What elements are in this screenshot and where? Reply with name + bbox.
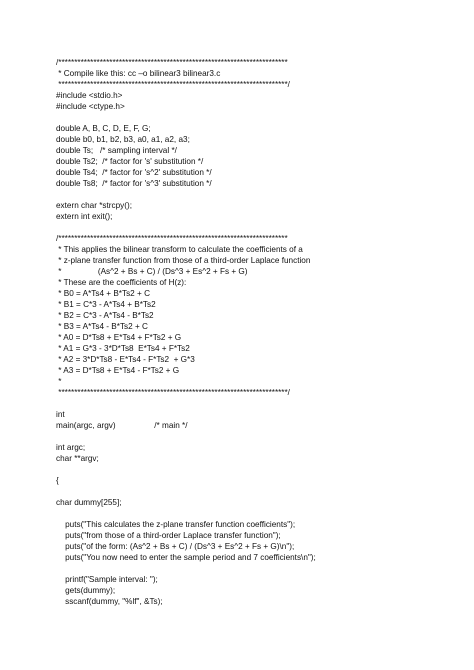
code-line: printf("Sample interval: ");	[56, 575, 158, 584]
code-line: /************************************************************************	[56, 58, 288, 67]
code-line	[56, 464, 466, 475]
code-line: /************************************************************************	[56, 234, 288, 243]
code-line	[56, 112, 466, 123]
code-line: * These are the coefficients of H(z):	[56, 278, 187, 287]
code-line: ************************************************************************/	[56, 80, 290, 89]
code-line	[56, 431, 466, 442]
code-line	[56, 508, 466, 519]
code-line: * A0 = D*Ts8 + E*Ts4 + F*Ts2 + G	[56, 333, 182, 342]
code-line: main(argc, argv) /* main */	[56, 421, 188, 430]
code-line: double A, B, C, D, E, F, G;	[56, 124, 151, 133]
code-line: * This applies the bilinear transform to calculate the coefficients of a	[56, 245, 303, 254]
code-line: * B3 = A*Ts4 - B*Ts2 + C	[56, 322, 148, 331]
code-line: * A1 = G*3 - 3*D*Ts8 E*Ts4 + F*Ts2	[56, 344, 190, 353]
code-line: double Ts2; /* factor for 's' substitution */	[56, 157, 204, 166]
code-line: * B1 = C*3 - A*Ts4 + B*Ts2	[56, 300, 156, 309]
code-line: double Ts8; /* factor for 's^3' substitution */	[56, 179, 212, 188]
code-line	[56, 189, 466, 200]
code-line: ************************************************************************/	[56, 388, 290, 397]
code-line: * B0 = A*Ts4 + B*Ts2 + C	[56, 289, 150, 298]
code-line: * A2 = 3*D*Ts8 - E*Ts4 - F*Ts2 + G*3	[56, 355, 195, 364]
code-line: * (As^2 + Bs + C) / (Ds^3 + Es^2 + Fs + G)	[56, 267, 248, 276]
code-line	[56, 222, 466, 233]
code-line: int	[56, 410, 65, 419]
code-line: extern int exit();	[56, 212, 113, 221]
code-line	[56, 563, 466, 574]
code-line: * B2 = C*3 - A*Ts4 - B*Ts2	[56, 311, 154, 320]
code-line: gets(dummy);	[56, 586, 116, 595]
source-code-listing	[56, 57, 466, 607]
code-line	[56, 486, 466, 497]
code-line: int argc;	[56, 443, 86, 452]
code-line: #include <stdio.h>	[56, 91, 123, 100]
code-line: double Ts4; /* factor for 's^2' substitution */	[56, 168, 212, 177]
code-line: #include <ctype.h>	[56, 102, 125, 111]
code-line: * A3 = D*Ts8 + E*Ts4 - F*Ts2 + G	[56, 366, 180, 375]
code-line: {	[56, 476, 59, 485]
code-line: * Compile like this: cc –o bilinear3 bilinear3.c	[56, 69, 221, 78]
code-line: *	[56, 377, 62, 386]
code-line: double b0, b1, b2, b3, a0, a1, a2, a3;	[56, 135, 190, 144]
code-line: sscanf(dummy, "%lf", &Ts);	[56, 597, 163, 606]
code-line: puts("from those of a third-order Laplace transfer function");	[56, 531, 281, 540]
code-line: puts("This calculates the z-plane transfer function coefficients");	[56, 520, 296, 529]
code-line: char **argv;	[56, 454, 99, 463]
code-line: double Ts; /* sampling interval */	[56, 146, 177, 155]
code-line: * z-plane transfer function from those of a third-order Laplace function	[56, 256, 311, 265]
code-line: puts("You now need to enter the sample period and 7 coefficients\n");	[56, 553, 316, 562]
code-line: extern char *strcpy();	[56, 201, 132, 210]
code-line: puts("of the form: (As^2 + Bs + C) / (Ds^3 + Es^2 + Fs + G)\n");	[56, 542, 295, 551]
code-line	[56, 398, 466, 409]
code-line: char dummy[255];	[56, 498, 122, 507]
